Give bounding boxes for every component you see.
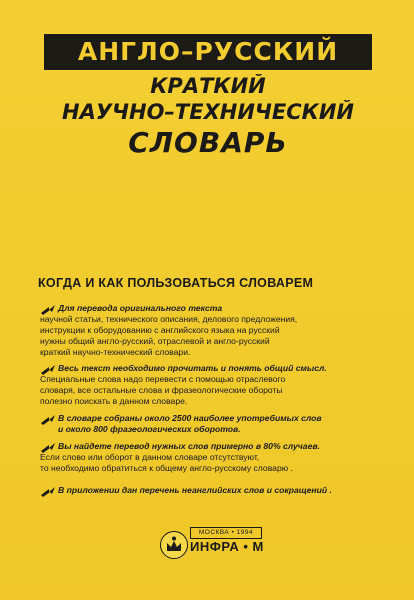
publisher-city-year: МОСКВА • 1994: [190, 527, 262, 539]
publisher-mark: [160, 527, 264, 567]
tip-body: научной статьи, технического описания, делового предложения, инструкции к оборудованию с английского языка на русский нужны общий англо-русский, отраслевой и англо-русский краткий научно-технический словари.: [40, 314, 298, 357]
subtitle-line-1: КРАТКИЙ: [150, 74, 266, 98]
publisher-name: ИНФРА • М: [190, 539, 264, 554]
tip-body: Если слово или оборот в данном словаре отсутствуют, то необходимо обратиться к общему англо-русскому словарю .: [40, 452, 293, 473]
tip-lead: В словаре собраны около 2500 наиболее употребимых слов и около 800 фразеологических оборотов.: [58, 413, 322, 434]
tip-body: Специальные слова надо перевести с помощью отраслевого словаря, все остальные слова и фразеологические обороты полезно поискать в данном словаре.: [40, 374, 286, 406]
arrow-icon: [40, 486, 56, 498]
tip-lead: В приложении дан перечень неанглийских слов и сокращений .: [58, 485, 332, 495]
infra-m-logo-icon: [160, 531, 188, 559]
book-title: АНГЛО–РУССКИЙ: [77, 37, 339, 66]
subtitle-line-3: СЛОВАРЬ: [128, 126, 288, 159]
tip-lead: Для перевода оригинального текста: [58, 303, 223, 313]
usage-heading: КОГДА И КАК ПОЛЬЗОВАТЬСЯ СЛОВАРЕМ: [38, 276, 314, 290]
tip-lead: Весь текст необходимо прочитать и понять общий смысл.: [58, 363, 327, 373]
subtitle-line-2: НАУЧНО–ТЕХНИЧЕСКИЙ: [62, 100, 354, 124]
arrow-icon: [40, 414, 56, 426]
tip-lead: Вы найдете перевод нужных слов примерно в 80% случаев.: [58, 441, 320, 451]
